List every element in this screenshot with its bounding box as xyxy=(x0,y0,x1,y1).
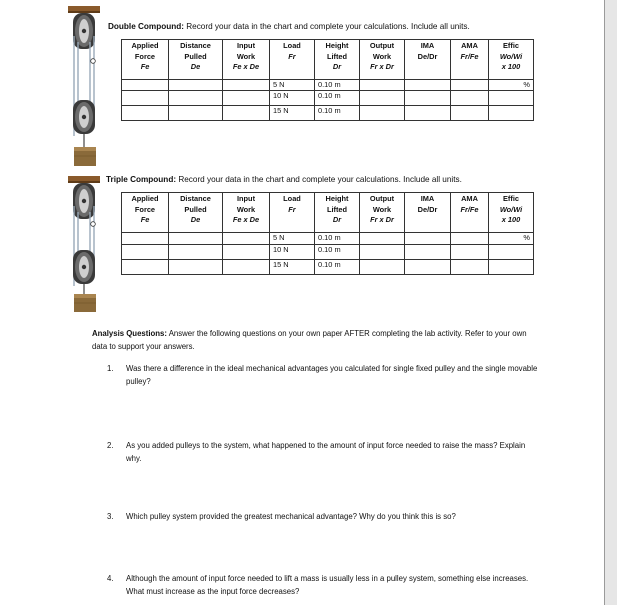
triple-compound-table xyxy=(121,192,534,275)
cell-applied-force[interactable] xyxy=(122,233,169,245)
cell-efficiency[interactable] xyxy=(489,91,534,106)
table-row xyxy=(122,80,534,91)
header-ima: IMA De/Dr xyxy=(405,40,451,80)
cell-height: 0.10 m xyxy=(315,106,360,121)
header-load: Load Fr xyxy=(270,193,315,233)
header-efficiency: Effic Wo/Wi x 100 xyxy=(489,193,534,233)
cell-load: 5 N xyxy=(270,233,315,245)
header-height-lifted: Height Lifted Dr xyxy=(315,40,360,80)
cell-input-work[interactable] xyxy=(223,233,270,245)
cell-output-work[interactable] xyxy=(360,80,405,91)
double-pulley-illustration xyxy=(64,6,106,168)
cell-ama[interactable] xyxy=(451,106,489,121)
cell-distance-pulled[interactable] xyxy=(169,245,223,260)
cell-efficiency[interactable] xyxy=(489,106,534,121)
cell-input-work[interactable] xyxy=(223,245,270,260)
header-height-lifted: Height Lifted Dr xyxy=(315,193,360,233)
header-load: Load Fr xyxy=(270,40,315,80)
header-efficiency: Effic Wo/Wi x 100 xyxy=(489,40,534,80)
cell-distance-pulled[interactable] xyxy=(169,106,223,121)
triple-pulley-illustration xyxy=(64,176,106,314)
cell-distance-pulled[interactable] xyxy=(169,260,223,275)
cell-output-work[interactable] xyxy=(360,260,405,275)
header-applied-force: Applied Force Fe xyxy=(122,193,169,233)
cell-ima[interactable] xyxy=(405,106,451,121)
double-compound-table xyxy=(121,39,534,121)
cell-efficiency[interactable]: % xyxy=(489,80,534,91)
cell-ama[interactable] xyxy=(451,233,489,245)
table-row xyxy=(122,106,534,121)
triple-compound-heading: Triple Compound: Record your data in the chart and complete your calculations. Include all units. xyxy=(106,175,462,184)
cell-load: 10 N xyxy=(270,91,315,106)
cell-input-work[interactable] xyxy=(223,106,270,121)
header-ama: AMA Fr/Fe xyxy=(451,40,489,80)
cell-distance-pulled[interactable] xyxy=(169,233,223,245)
header-applied-force: Applied Force Fe xyxy=(122,40,169,80)
cell-input-work[interactable] xyxy=(223,260,270,275)
cell-efficiency[interactable] xyxy=(489,260,534,275)
header-distance-pulled: Distance Pulled De xyxy=(169,193,223,233)
analysis-intro: Analysis Questions: Answer the following questions on your own paper AFTER completing the lab activity. Refer to your own data to support your answers. xyxy=(92,329,527,351)
cell-height: 0.10 m xyxy=(315,260,360,275)
cell-ama[interactable] xyxy=(451,80,489,91)
table-row xyxy=(122,260,534,275)
cell-applied-force[interactable] xyxy=(122,260,169,275)
header-output-work: Output Work Fr x Dr xyxy=(360,193,405,233)
header-ama: AMA Fr/Fe xyxy=(451,193,489,233)
table-row xyxy=(122,91,534,106)
cell-efficiency[interactable] xyxy=(489,245,534,260)
cell-load: 15 N xyxy=(270,260,315,275)
viewer-background xyxy=(605,0,617,605)
cell-height: 0.10 m xyxy=(315,91,360,106)
cell-height: 0.10 m xyxy=(315,245,360,260)
cell-applied-force[interactable] xyxy=(122,245,169,260)
cell-efficiency[interactable]: % xyxy=(489,233,534,245)
cell-ama[interactable] xyxy=(451,245,489,260)
cell-input-work[interactable] xyxy=(223,91,270,106)
header-output-work: Output Work Fr x Dr xyxy=(360,40,405,80)
table-row xyxy=(122,245,534,260)
table-row xyxy=(122,233,534,245)
cell-height: 0.10 m xyxy=(315,80,360,91)
header-input-work: Input Work Fe x De xyxy=(223,40,270,80)
cell-ima[interactable] xyxy=(405,91,451,106)
cell-ima[interactable] xyxy=(405,80,451,91)
cell-input-work[interactable] xyxy=(223,80,270,91)
cell-output-work[interactable] xyxy=(360,245,405,260)
header-input-work: Input Work Fe x De xyxy=(223,193,270,233)
cell-distance-pulled[interactable] xyxy=(169,91,223,106)
cell-output-work[interactable] xyxy=(360,233,405,245)
cell-applied-force[interactable] xyxy=(122,91,169,106)
cell-load: 5 N xyxy=(270,80,315,91)
cell-ima[interactable] xyxy=(405,245,451,260)
cell-distance-pulled[interactable] xyxy=(169,80,223,91)
cell-height: 0.10 m xyxy=(315,233,360,245)
cell-applied-force[interactable] xyxy=(122,106,169,121)
cell-ama[interactable] xyxy=(451,260,489,275)
cell-ama[interactable] xyxy=(451,91,489,106)
table-header-row xyxy=(122,40,534,80)
cell-load: 10 N xyxy=(270,245,315,260)
cell-output-work[interactable] xyxy=(360,106,405,121)
double-compound-heading: Double Compound: Record your data in the chart and complete your calculations. Include all units. xyxy=(108,22,470,31)
cell-ima[interactable] xyxy=(405,233,451,245)
cell-ima[interactable] xyxy=(405,260,451,275)
cell-output-work[interactable] xyxy=(360,91,405,106)
header-ima: IMA De/Dr xyxy=(405,193,451,233)
cell-load: 15 N xyxy=(270,106,315,121)
header-distance-pulled: Distance Pulled De xyxy=(169,40,223,80)
cell-applied-force[interactable] xyxy=(122,80,169,91)
table-header-row xyxy=(122,193,534,233)
